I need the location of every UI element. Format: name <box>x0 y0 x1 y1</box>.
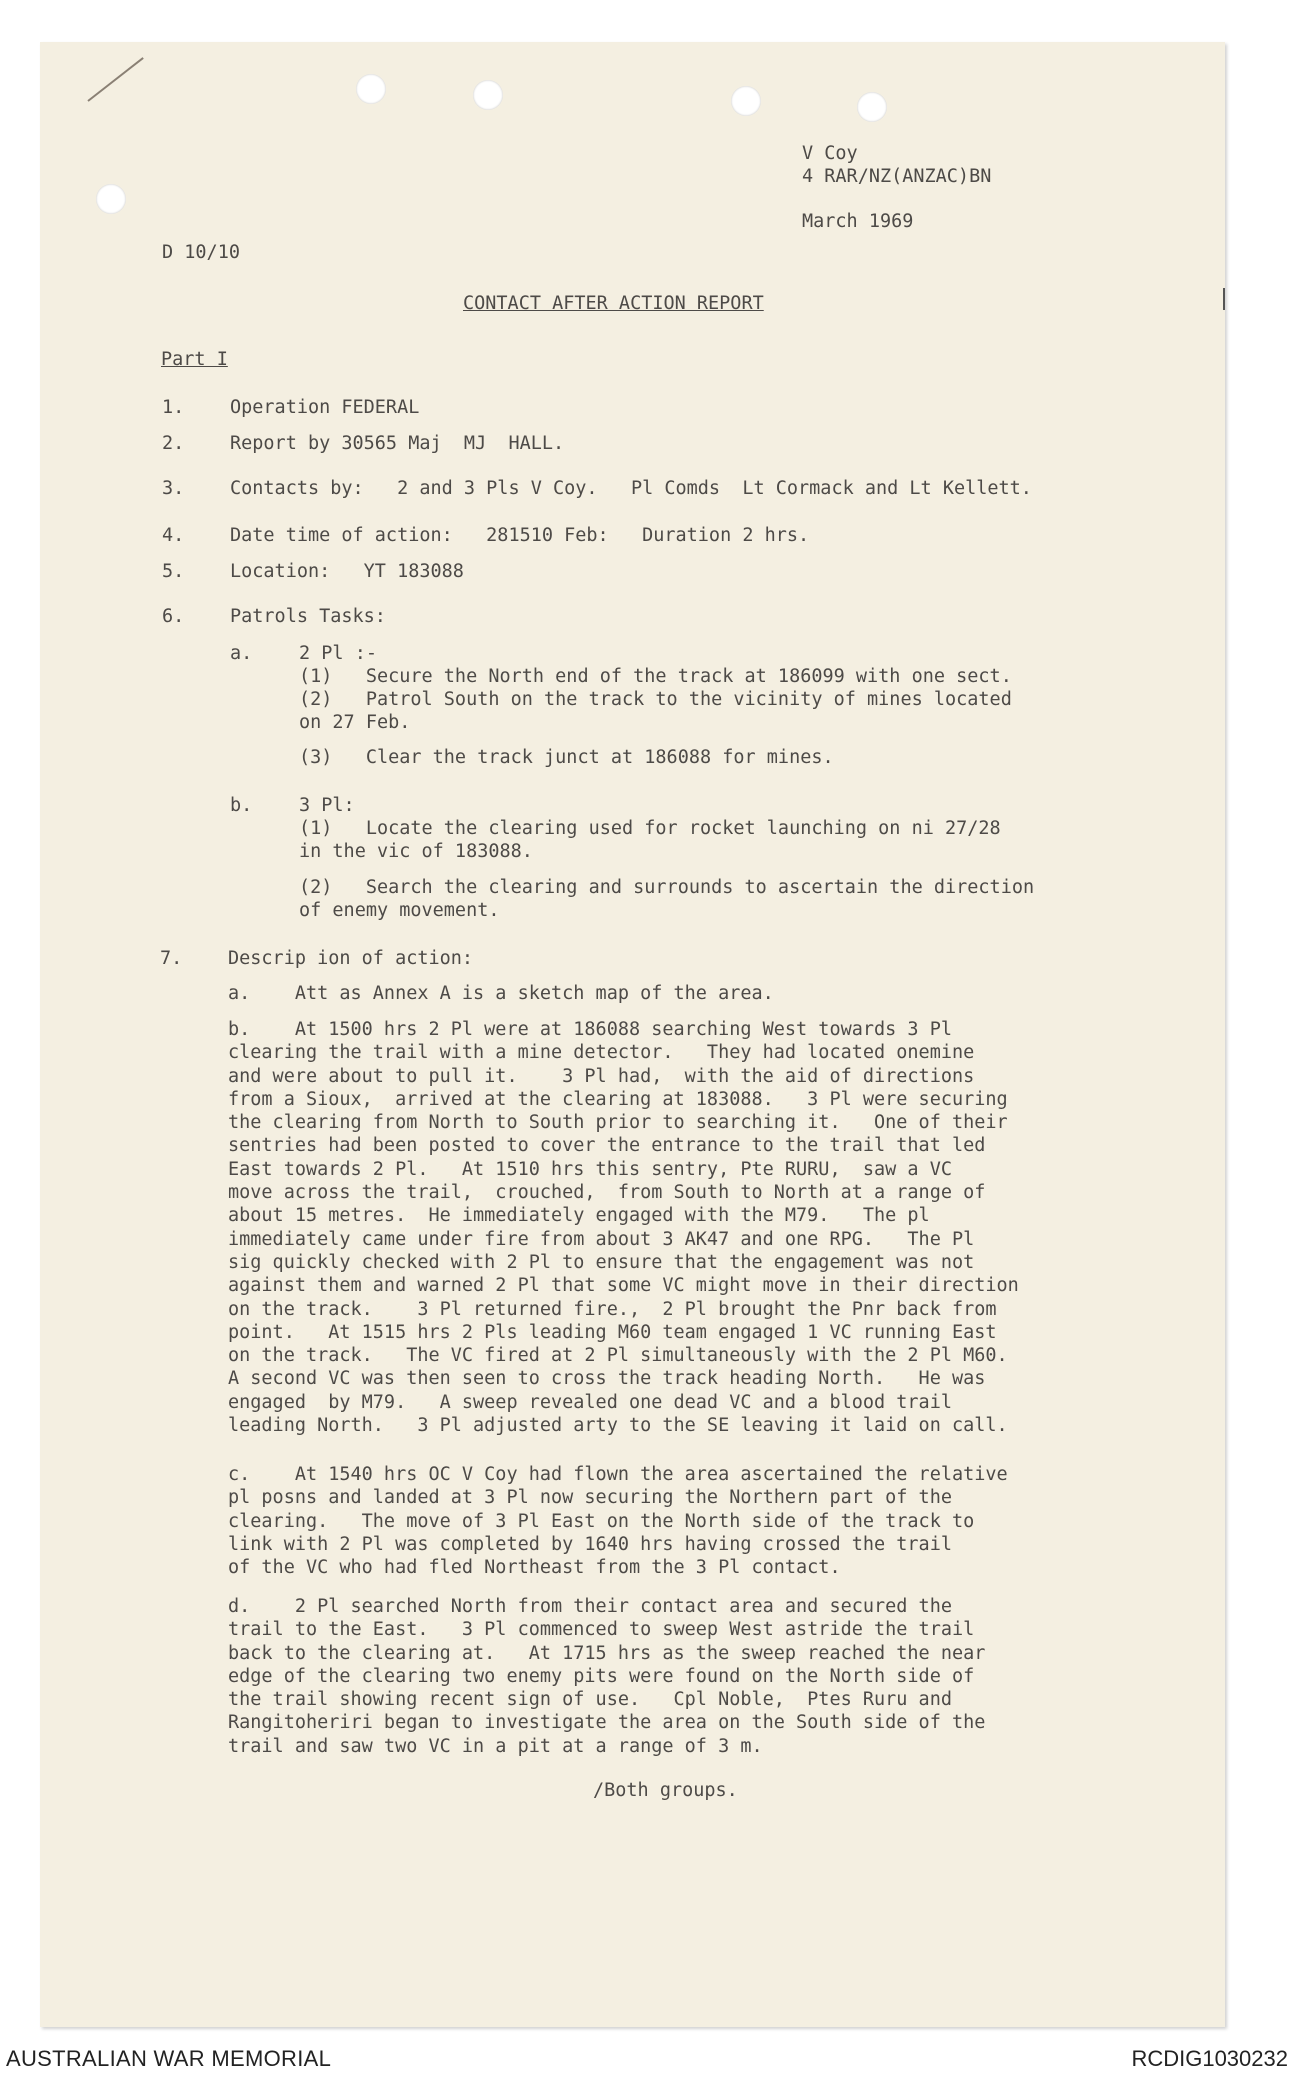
unit-line-2: 4 RAR/NZ(ANZAC)BN <box>802 166 992 187</box>
punch-hole <box>473 80 503 110</box>
punch-hole <box>731 86 761 116</box>
task-a-heading: 2 Pl :- <box>299 643 377 664</box>
section-7c-paragraph: c. At 1540 hrs OC V Coy had flown the area ascertained the relative pl posns and landed at 3 Pl now securing the Northern part of the clearing. The move of 3 Pl East on the North side of the track to link with 2 Pl was completed by 1640 hrs having crossed the trail of the VC who had fled Northeast from the 3 Pl contact. <box>228 1464 1008 1579</box>
item-number: 1. <box>162 397 185 418</box>
section-7a: a. Att as Annex A is a sketch map of the area. <box>228 983 774 1004</box>
continuation-catchword: /Both groups. <box>593 1780 738 1801</box>
report-title: CONTACT AFTER ACTION REPORT <box>463 293 764 314</box>
section-7b-paragraph: b. At 1500 hrs 2 Pl were at 186088 searching West towards 3 Pl clearing the trail with a mine detector. They had located onemine and were about to pull it. 3 Pl had, with the aid of directions from a Sioux, arrived at the clearing at 183088. 3 Pl were securing the clearing from North to South prior to searching it. One of their sentries had been posted to cover the entrance to the trail that led East towards 2 Pl. At 1510 hrs this sentry, Pte RURU, saw a VC move across the trail, crouched, from South to North at a range of about 15 metres. He immediately engaged with the M79. The pl immediately came under fire from about 3 AK47 and one RPG. The Pl sig quickly checked with 2 Pl to ensure that the engagement was not against them and warned 2 Pl that some VC might move in their direction on the track. 3 Pl returned fire., 2 Pl brought the Pnr back from point. At 1515 hrs 2 Pls leading M60 team engaged 1 VC running East on the track. The VC fired at 2 Pl simultaneously with the 2 Pl M60. A second VC was then seen to cross the track heading North. He was engaged by M79. A sweep revealed one dead VC and a blood trail leading North. 3 Pl adjusted arty to the SE leaving it laid on call. <box>228 1019 1019 1437</box>
task-a1: (1) Secure the North end of the track at 186099 with one sect. <box>299 666 1012 687</box>
task-b-heading: 3 Pl: <box>299 795 355 816</box>
item-number: 3. <box>162 478 185 499</box>
item-text: Operation FEDERAL <box>230 397 420 418</box>
task-b1-line1: (1) Locate the clearing used for rocket launching on ni 27/28 <box>299 818 1001 839</box>
unit-line-1: V Coy <box>802 143 858 164</box>
section-7-number: 7. <box>160 948 183 969</box>
task-a3: (3) Clear the track junct at 186088 for mines. <box>299 747 834 768</box>
task-a2-line1: (2) Patrol South on the track to the vicinity of mines located <box>299 689 1012 710</box>
punch-hole <box>857 92 887 122</box>
task-a-label: a. <box>230 643 253 664</box>
task-b1-line2: in the vic of 183088. <box>299 841 533 862</box>
task-b-label: b. <box>230 795 253 816</box>
item-text: Contacts by: 2 and 3 Pls V Coy. Pl Comds Lt Cormack and Lt Kellett. <box>230 478 1032 499</box>
section-7d-paragraph: d. 2 Pl searched North from their contact area and secured the trail to the East. 3 Pl commenced to sweep West astride the trail back to the clearing at. At 1715 hrs as the sweep reached the near edge of the clearing two enemy pits were found on the North side of the trail showing recent sign of use. Cpl Noble, Ptes Ruru and Rangitoheriri began to investigate the area on the South side of the trail and saw two VC in a pit at a range of 3 m. <box>228 1596 986 1757</box>
report-date: March 1969 <box>802 211 914 232</box>
punch-hole <box>96 184 126 214</box>
task-b2-line1: (2) Search the clearing and surrounds to ascertain the direction <box>299 877 1035 898</box>
edge-mark <box>1223 288 1225 310</box>
document-page <box>40 42 1225 2027</box>
item-number: 5. <box>162 561 185 582</box>
task-a2-line2: on 27 Feb. <box>299 712 411 733</box>
file-reference: D 10/10 <box>162 242 240 263</box>
item-text: Patrols Tasks: <box>230 606 386 627</box>
pencil-mark <box>87 57 143 102</box>
item-number: 6. <box>162 606 185 627</box>
task-b2-line2: of enemy movement. <box>299 900 500 921</box>
section-7-heading: Descrip ion of action: <box>228 948 474 969</box>
item-text: Location: YT 183088 <box>230 561 464 582</box>
archive-credit: AUSTRALIAN WAR MEMORIAL <box>6 2046 332 2071</box>
item-text: Date time of action: 281510 Feb: Duration 2 hrs. <box>230 525 810 546</box>
part-heading: Part I <box>161 349 228 370</box>
punch-hole <box>356 74 386 104</box>
item-number: 2. <box>162 433 185 454</box>
item-number: 4. <box>162 525 185 546</box>
archive-id: RCDIG1030232 <box>1131 2046 1288 2071</box>
item-text: Report by 30565 Maj MJ HALL. <box>230 433 565 454</box>
